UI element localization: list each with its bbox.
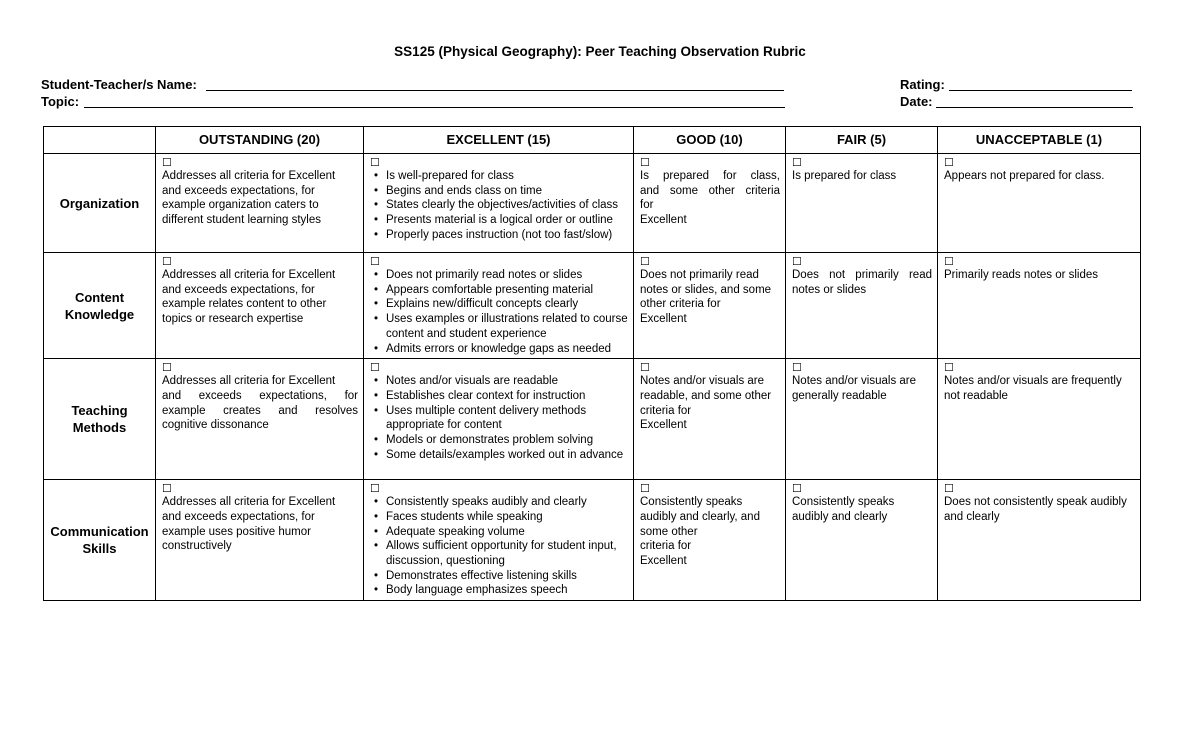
cell-line: example creates and resolves bbox=[162, 404, 358, 417]
checkbox-icon[interactable]: ☐ bbox=[792, 256, 802, 268]
cell-content-outstanding bbox=[156, 253, 364, 359]
list-item: • Consistently speaks audibly and clearly bbox=[370, 495, 628, 510]
cell-organization-outstanding bbox=[156, 154, 364, 253]
rubric-table bbox=[43, 126, 1141, 601]
cell-line: readable, and some other bbox=[640, 389, 772, 402]
header-row bbox=[44, 127, 1141, 154]
cell-line: example organization caters to bbox=[162, 199, 319, 212]
cell-teaching-outstanding bbox=[156, 359, 364, 480]
checkbox-icon[interactable]: ☐ bbox=[370, 483, 380, 496]
cell-line: and exceeds expectations, for bbox=[162, 283, 315, 296]
row-label-content-knowledge: Content Knowledge bbox=[44, 253, 156, 359]
header-unacceptable: UNACCEPTABLE (1) bbox=[938, 127, 1141, 154]
cell-line: some other bbox=[640, 525, 698, 538]
cell-line: cognitive dissonance bbox=[162, 419, 269, 432]
cell-line: Consistently speaks bbox=[640, 496, 743, 509]
cell-line: Notes and/or visuals are bbox=[640, 375, 765, 388]
cell-line: Notes and/or visuals are frequently bbox=[944, 375, 1122, 388]
list-item: • Models or demonstrates problem solving bbox=[370, 433, 628, 448]
cell-teaching-good bbox=[634, 359, 786, 480]
cell-teaching-unacceptable bbox=[938, 359, 1141, 480]
criteria-list bbox=[370, 374, 628, 462]
cell-line: notes or slides bbox=[792, 283, 867, 296]
checkbox-icon[interactable]: ☐ bbox=[640, 483, 650, 496]
list-item: • Appears comfortable presenting material bbox=[370, 283, 628, 298]
cell-line: different student learning styles bbox=[162, 214, 321, 227]
rating-label: Rating: bbox=[900, 77, 945, 92]
list-item: • Uses examples or illustrations related to course content and student experience bbox=[370, 312, 628, 341]
cell-line: criteria for bbox=[640, 540, 692, 553]
checkbox-icon[interactable]: ☐ bbox=[370, 157, 380, 169]
criteria-list bbox=[370, 495, 628, 598]
checkbox-icon[interactable]: ☐ bbox=[944, 256, 954, 268]
date-label: Date: bbox=[900, 94, 933, 109]
header-fair: FAIR (5) bbox=[786, 127, 938, 154]
cell-content-good bbox=[634, 253, 786, 359]
checkbox-icon[interactable]: ☐ bbox=[370, 362, 380, 375]
cell-line: not readable bbox=[944, 389, 1008, 402]
cell-line: and exceeds expectations, for bbox=[162, 184, 315, 197]
cell-line: Does not primarily read bbox=[792, 269, 932, 281]
cell-line: audibly and clearly, and bbox=[640, 510, 760, 523]
cell-line: generally readable bbox=[792, 389, 887, 402]
cell-line: Excellent bbox=[640, 555, 687, 568]
cell-line: for bbox=[640, 199, 654, 212]
row-label-organization: Organization bbox=[44, 154, 156, 253]
checkbox-icon[interactable]: ☐ bbox=[162, 157, 172, 169]
rating-line[interactable] bbox=[949, 90, 1132, 91]
list-item: • Faces students while speaking bbox=[370, 510, 628, 525]
list-item: • Adequate speaking volume bbox=[370, 525, 628, 540]
cell-line: and exceeds expectations, for bbox=[162, 389, 358, 402]
page-title: SS125 (Physical Geography): Peer Teaching Observation Rubric bbox=[394, 44, 806, 59]
checkbox-icon[interactable]: ☐ bbox=[640, 362, 650, 375]
cell-organization-good bbox=[634, 154, 786, 253]
cell-line: Is prepared for class bbox=[792, 170, 897, 182]
cell-teaching-excellent bbox=[364, 359, 634, 480]
checkbox-icon[interactable]: ☐ bbox=[162, 256, 172, 268]
cell-content-excellent bbox=[364, 253, 634, 359]
header-good: GOOD (10) bbox=[634, 127, 786, 154]
cell-organization-excellent bbox=[364, 154, 634, 253]
cell-line: constructively bbox=[162, 540, 232, 553]
header-excellent: EXCELLENT (15) bbox=[364, 127, 634, 154]
cell-line: Notes and/or visuals are bbox=[792, 375, 917, 388]
list-item: • Some details/examples worked out in advance bbox=[370, 448, 628, 463]
student-teacher-name-line[interactable] bbox=[206, 90, 784, 91]
checkbox-icon[interactable]: ☐ bbox=[792, 483, 802, 496]
cell-line: notes or slides, and some bbox=[640, 283, 772, 296]
list-item: • Allows sufficient opportunity for student input, discussion, questioning bbox=[370, 539, 628, 568]
cell-communication-good bbox=[634, 480, 786, 601]
list-item: • Does not primarily read notes or slides bbox=[370, 268, 628, 283]
checkbox-icon[interactable]: ☐ bbox=[792, 362, 802, 375]
cell-communication-unacceptable bbox=[938, 480, 1141, 601]
cell-line: Appears not prepared for class. bbox=[944, 170, 1105, 182]
list-item: • Explains new/difficult concepts clearly bbox=[370, 297, 628, 312]
list-item: • Notes and/or visuals are readable bbox=[370, 374, 628, 389]
checkbox-icon[interactable]: ☐ bbox=[640, 157, 650, 169]
checkbox-icon[interactable]: ☐ bbox=[944, 483, 954, 496]
cell-line: Is prepared for class, bbox=[640, 170, 780, 182]
checkbox-icon[interactable]: ☐ bbox=[162, 483, 172, 496]
cell-communication-excellent bbox=[364, 480, 634, 601]
cell-line: Primarily reads notes or slides bbox=[944, 269, 1099, 281]
cell-line: Addresses all criteria for Excellent bbox=[162, 269, 336, 281]
row-label-communication-skills: Communication Skills bbox=[44, 480, 156, 601]
checkbox-icon[interactable]: ☐ bbox=[944, 362, 954, 375]
cell-line: Addresses all criteria for Excellent bbox=[162, 170, 336, 182]
cell-line: Addresses all criteria for Excellent bbox=[162, 375, 336, 388]
cell-line: and clearly bbox=[944, 510, 1000, 523]
criteria-list bbox=[370, 268, 628, 356]
checkbox-icon[interactable]: ☐ bbox=[370, 256, 380, 268]
date-line[interactable] bbox=[936, 107, 1133, 108]
table-row-content-knowledge bbox=[44, 253, 1141, 359]
cell-organization-unacceptable bbox=[938, 154, 1141, 253]
list-item: • Admits errors or knowledge gaps as needed bbox=[370, 342, 628, 357]
cell-line: example uses positive humor bbox=[162, 525, 311, 538]
cell-line: topics or research expertise bbox=[162, 313, 304, 326]
list-item: • Is well-prepared for class bbox=[370, 169, 628, 184]
topic-label: Topic: bbox=[41, 94, 80, 109]
list-item: • Properly paces instruction (not too fast/slow) bbox=[370, 228, 628, 243]
criteria-list bbox=[370, 169, 628, 243]
cell-communication-outstanding bbox=[156, 480, 364, 601]
cell-content-unacceptable bbox=[938, 253, 1141, 359]
cell-line: Does not consistently speak audibly bbox=[944, 496, 1127, 509]
list-item: • Demonstrates effective listening skills bbox=[370, 569, 628, 584]
cell-line: audibly and clearly bbox=[792, 510, 888, 523]
topic-line[interactable] bbox=[84, 107, 785, 108]
checkbox-icon[interactable]: ☐ bbox=[640, 256, 650, 268]
list-item: • Uses multiple content delivery methods appropriate for content bbox=[370, 404, 628, 433]
cell-line: Excellent bbox=[640, 419, 687, 432]
cell-line: Excellent bbox=[640, 214, 687, 227]
cell-line: other criteria for bbox=[640, 298, 721, 311]
row-label-teaching-methods: Teaching Methods bbox=[44, 359, 156, 480]
cell-line: and some other criteria bbox=[640, 184, 780, 197]
header-outstanding: OUTSTANDING (20) bbox=[156, 127, 364, 154]
cell-line: and exceeds expectations, for bbox=[162, 510, 315, 523]
list-item: • Presents material is a logical order or outline bbox=[370, 213, 628, 228]
cell-teaching-fair bbox=[786, 359, 938, 480]
cell-line: Does not primarily read bbox=[640, 269, 759, 281]
list-item: • Establishes clear context for instruction bbox=[370, 389, 628, 404]
cell-line: criteria for bbox=[640, 404, 692, 417]
student-teacher-name-label: Student-Teacher/s Name: bbox=[41, 77, 197, 92]
cell-line: Excellent bbox=[640, 313, 687, 326]
checkbox-icon[interactable]: ☐ bbox=[162, 362, 172, 375]
list-item: • Begins and ends class on time bbox=[370, 184, 628, 199]
cell-line: Consistently speaks bbox=[792, 496, 895, 509]
header-blank bbox=[44, 127, 156, 154]
cell-communication-fair bbox=[786, 480, 938, 601]
list-item: • Body language emphasizes speech bbox=[370, 583, 628, 598]
checkbox-icon[interactable]: ☐ bbox=[944, 157, 954, 169]
table-row-communication-skills bbox=[44, 480, 1141, 601]
table-row-organization bbox=[44, 154, 1141, 253]
cell-organization-fair bbox=[786, 154, 938, 253]
table-row-teaching-methods bbox=[44, 359, 1141, 480]
cell-line: Addresses all criteria for Excellent bbox=[162, 496, 336, 509]
cell-line: example relates content to other bbox=[162, 298, 327, 311]
cell-content-fair bbox=[786, 253, 938, 359]
checkbox-icon[interactable]: ☐ bbox=[792, 157, 802, 169]
list-item: • States clearly the objectives/activities of class bbox=[370, 198, 628, 213]
